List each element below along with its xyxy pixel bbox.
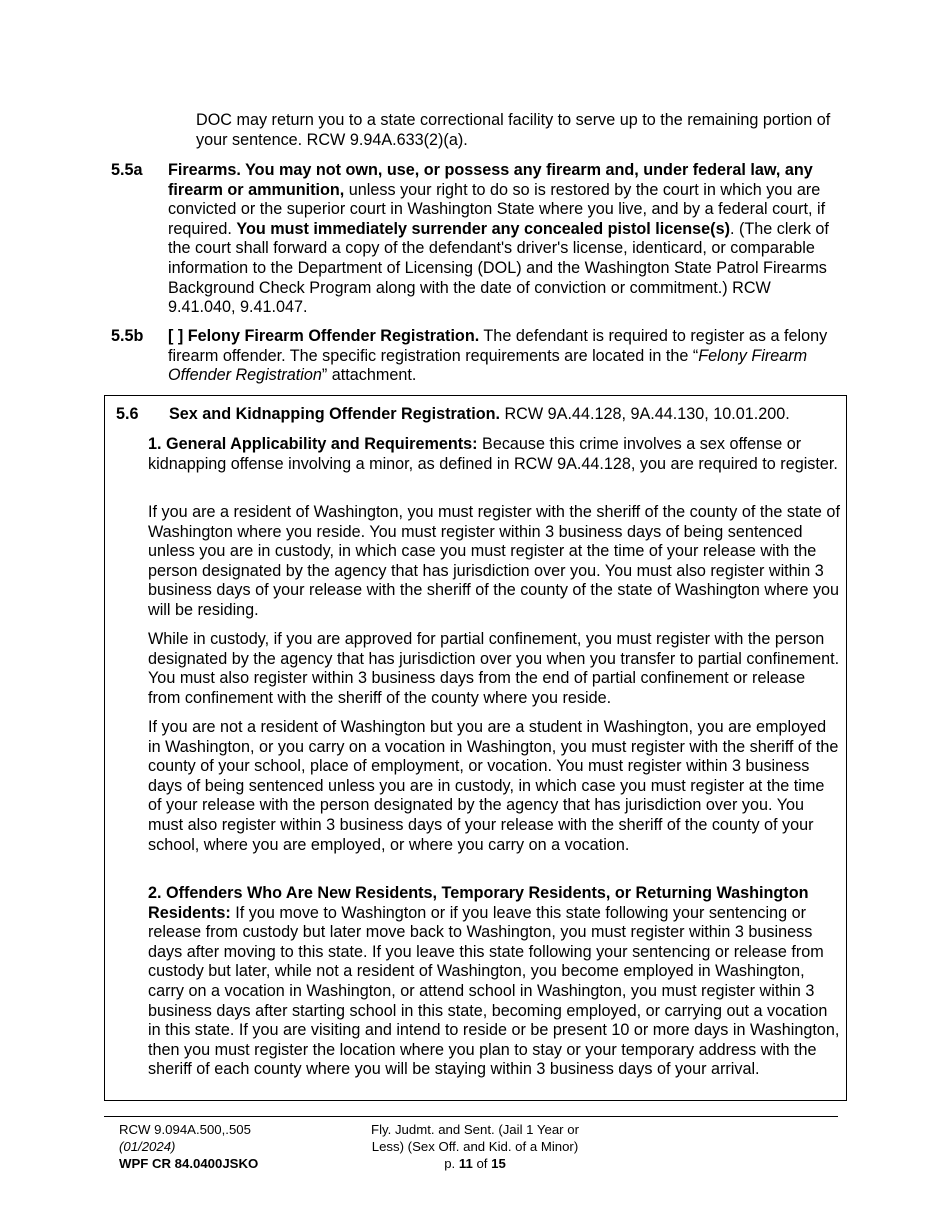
paragraph-new-residents [148, 884, 842, 1080]
bold-text: Felony Firearm Offender Registration. [183, 327, 480, 345]
italic-text: Felony Firearm Offender Registration [168, 346, 808, 385]
footer-date: (01/2024) [119, 1138, 176, 1154]
page-number: p. 11 of 15 [444, 1155, 506, 1171]
footer-title [344, 1122, 606, 1172]
footer-rcw: RCW 9.094A.500,.505 [119, 1122, 251, 1137]
body-text: Because this crime involves a sex offense or kidnapping offense involving a minor, as defined in RCW 9A.44.128, you are required to register. [148, 435, 838, 473]
section-body [168, 161, 841, 318]
footer-form-number: WPF CR 84.0400JSKO [119, 1155, 259, 1171]
footer-title-line: Fly. Judmt. and Sent. (Jail 1 Year or [371, 1122, 579, 1137]
body-text: If you move to Washington or if you leave this state following your sentencing or release from custody but later move back to Washington, you must register within 3 business days after moving to this state. If you leave this state following your sentencing or release from custody but later, while not a resident of Washington, you become employed in Washington, carry on a vocation in Washington, or attend school in Washington, you must register within 3 business days after starting school in this state, becoming employed, or carrying out a vocation in this state. If you are visiting and intend to reside or be present 10 or more days in Washington, then you must register the location where you plan to stay or your temporary address with the sheriff of each county where you will be staying within 3 business days of your arrival. [148, 903, 840, 1079]
bold-text: 1. General Applicability and Requirements: [148, 435, 478, 453]
section-number: 5.5b [111, 327, 144, 345]
paragraph-resident: If you are a resident of Washington, you must register with the sheriff of the county of the state of Washington where you reside. You must register within 3 business days of being sentenced unless you are in custody, in which case you must register at the time of your release with the person designated by the agency that has jurisdiction over you. You must also register within 3 business days of your release with the sheriff of the county of the state of Washington where you will be residing. [148, 503, 840, 619]
section-number: 5.5a [111, 161, 143, 179]
footer-title-line: Less) (Sex Off. and Kid. of a Minor) [371, 1138, 579, 1154]
section-body [168, 327, 841, 386]
body-text: . (The clerk of the court shall forward a copy of the defendant's driver's license, identicard, or comparable information to the Department of Licensing (DOL) and the Washington State Patrol Firearms Background Check Program along with the date of conviction or commitment.) RCW 9.41.040, 9.41.047. [168, 219, 829, 317]
section-5-6-box [104, 395, 847, 1101]
continuation-paragraph: DOC may return you to a state correctional facility to serve up to the remaining portion of your sentence. RCW 9.94A.633(2)(a). [196, 111, 831, 149]
checkbox[interactable]: [ ] [168, 327, 184, 345]
section-number: 5.6 [116, 405, 139, 423]
section-5-5b-felony-firearm [111, 327, 841, 386]
body-text: ” attachment. [321, 366, 417, 385]
bold-text: Firearms. You may not own, use, or possess any firearm and, under federal law, any firearm or ammunition, [168, 161, 813, 199]
paragraph-nonresident: If you are not a resident of Washington but you are a student in Washington, you are employed in Washington, or you carry on a vocation in Washington, you must register with the sheriff of the county of your school, place of employment, or vocation. You must register within 3 business days of being sentenced unless you are in custody, in which case you must register at the time of your release with the person designated by the agency that has jurisdiction over you. You must also register within 3 business days of your release with the sheriff of the county of your school, where you are employed, or where you carry on a vocation. [148, 718, 839, 854]
section-5-6-heading [116, 405, 836, 425]
section-heading [169, 405, 836, 425]
bold-text: You must immediately surrender any concealed pistol license(s) [236, 219, 730, 238]
paragraph-general-applicability [148, 435, 842, 474]
body-text: The defendant is required to register as a felony firearm offender. The specific registration requirements are located in the “ [168, 327, 828, 365]
body-text: RCW 9A.44.128, 9A.44.130, 10.01.200. [499, 405, 790, 423]
bold-text: Sex and Kidnapping Offender Registration. [169, 405, 500, 423]
footer-form-info [119, 1122, 258, 1172]
paragraph-custody: While in custody, if you are approved for partial confinement, you must register with the person designated by the agency that has jurisdiction over you when you transfer to partial confinement. You must also register within 3 business days from the end of partial confinement or release from confinement with the sheriff of the county where you reside. [148, 630, 840, 707]
footer-divider [104, 1116, 838, 1117]
bold-text: 2. Offenders Who Are New Residents, Temporary Residents, or Returning Washington Residents: [148, 884, 809, 922]
section-5-5a-firearms [111, 161, 841, 318]
body-text: unless your right to do so is restored by the court in which you are convicted or the superior court in Washington State where you live, and by a federal court, if required. [168, 180, 826, 238]
